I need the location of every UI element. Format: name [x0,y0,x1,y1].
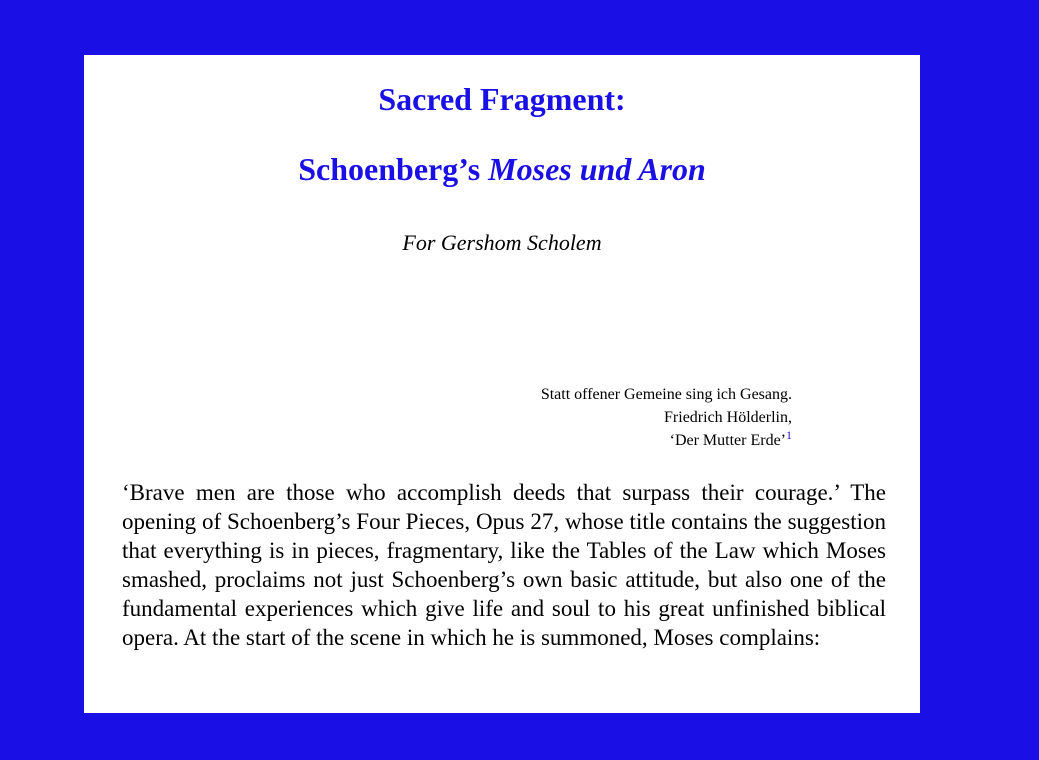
dedication: For Gershom Scholem [402,230,602,255]
title-line-2-prefix: Schoenberg’s [298,151,489,187]
epigraph [541,383,792,452]
document-page [84,55,920,713]
epigraph-author: Friedrich Hölderlin, [664,409,792,426]
epigraph-source-line [541,429,792,452]
footnote-link[interactable]: 1 [786,428,792,442]
title-line-2 [84,151,920,187]
body-paragraph: ‘Brave men are those who accomplish deeds that surpass their courage.’ The opening of Schoenberg’s Four Pieces, Opus 27, whose title contains the suggestion that everything is in pieces, fragmentary, like the Tables of the Law which Moses smashed, proclaims not just Schoenberg’s own basic attitude, but also one of the fundamental experiences which give life and soul to his great unfinished biblical opera. At the start of the scene in which he is summoned, Moses complains: [122,480,886,650]
epigraph-quote: Statt offener Gemeine sing ich Gesang. [540,386,792,403]
title-line-2-italic: Moses und Aron [488,151,706,187]
title-line-1: Sacred Fragment: [378,81,626,117]
epigraph-source: ‘Der Mutter Erde’ [669,432,786,449]
